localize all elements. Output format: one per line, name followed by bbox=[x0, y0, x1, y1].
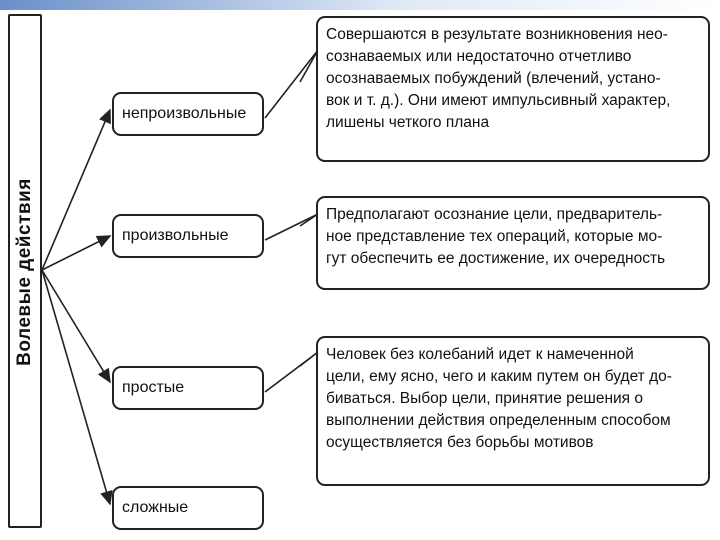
category-simple-label: простые bbox=[122, 379, 185, 396]
category-involuntary bbox=[112, 92, 264, 136]
description-line: биваться. Выбор цели, принятие решения о bbox=[326, 390, 643, 407]
category-voluntary-label: произвольные bbox=[122, 227, 229, 244]
category-complex bbox=[112, 486, 264, 530]
category-voluntary bbox=[112, 214, 264, 258]
description-line: цели, ему ясно, чего и каким путем он будет до- bbox=[326, 368, 672, 385]
description-line: гут обеспечить ее достижение, их очередность bbox=[326, 250, 666, 267]
description-line: осуществляется без борьбы мотивов bbox=[326, 434, 594, 451]
callout-connector-1 bbox=[265, 50, 318, 118]
description-line: осознаваемых побуждений (влечений, устано- bbox=[326, 70, 661, 87]
description-voluntary bbox=[316, 196, 710, 290]
category-complex-label: сложные bbox=[122, 499, 189, 516]
description-line: сознаваемых или недостаточно отчетливо bbox=[326, 48, 632, 65]
category-involuntary-label: непроизвольные bbox=[122, 105, 247, 122]
arrow-to-involuntary bbox=[42, 110, 110, 270]
description-line: выполнении действия определенным способом bbox=[326, 412, 671, 429]
description-line: Совершаются в результате возникновения нео- bbox=[326, 26, 668, 43]
description-line: вок и т. д.). Они имеют импульсивный характер, bbox=[326, 92, 671, 109]
arrow-to-simple bbox=[42, 270, 110, 382]
callout-connector-3 bbox=[265, 352, 318, 392]
description-simple bbox=[316, 336, 710, 486]
description-line: Предполагают осознание цели, предваритель- bbox=[326, 206, 663, 223]
category-simple bbox=[112, 366, 264, 410]
arrow-to-voluntary bbox=[42, 236, 110, 270]
description-line: лишены четкого плана bbox=[326, 114, 490, 131]
description-line: Человек без колебаний идет к намеченной bbox=[326, 346, 634, 363]
description-line: ное представление тех операций, которые мо- bbox=[326, 228, 663, 245]
callout-connector-2 bbox=[265, 214, 318, 240]
arrow-to-complex bbox=[42, 270, 110, 504]
description-involuntary bbox=[316, 16, 710, 162]
root-label: Волевые действия bbox=[14, 178, 35, 366]
